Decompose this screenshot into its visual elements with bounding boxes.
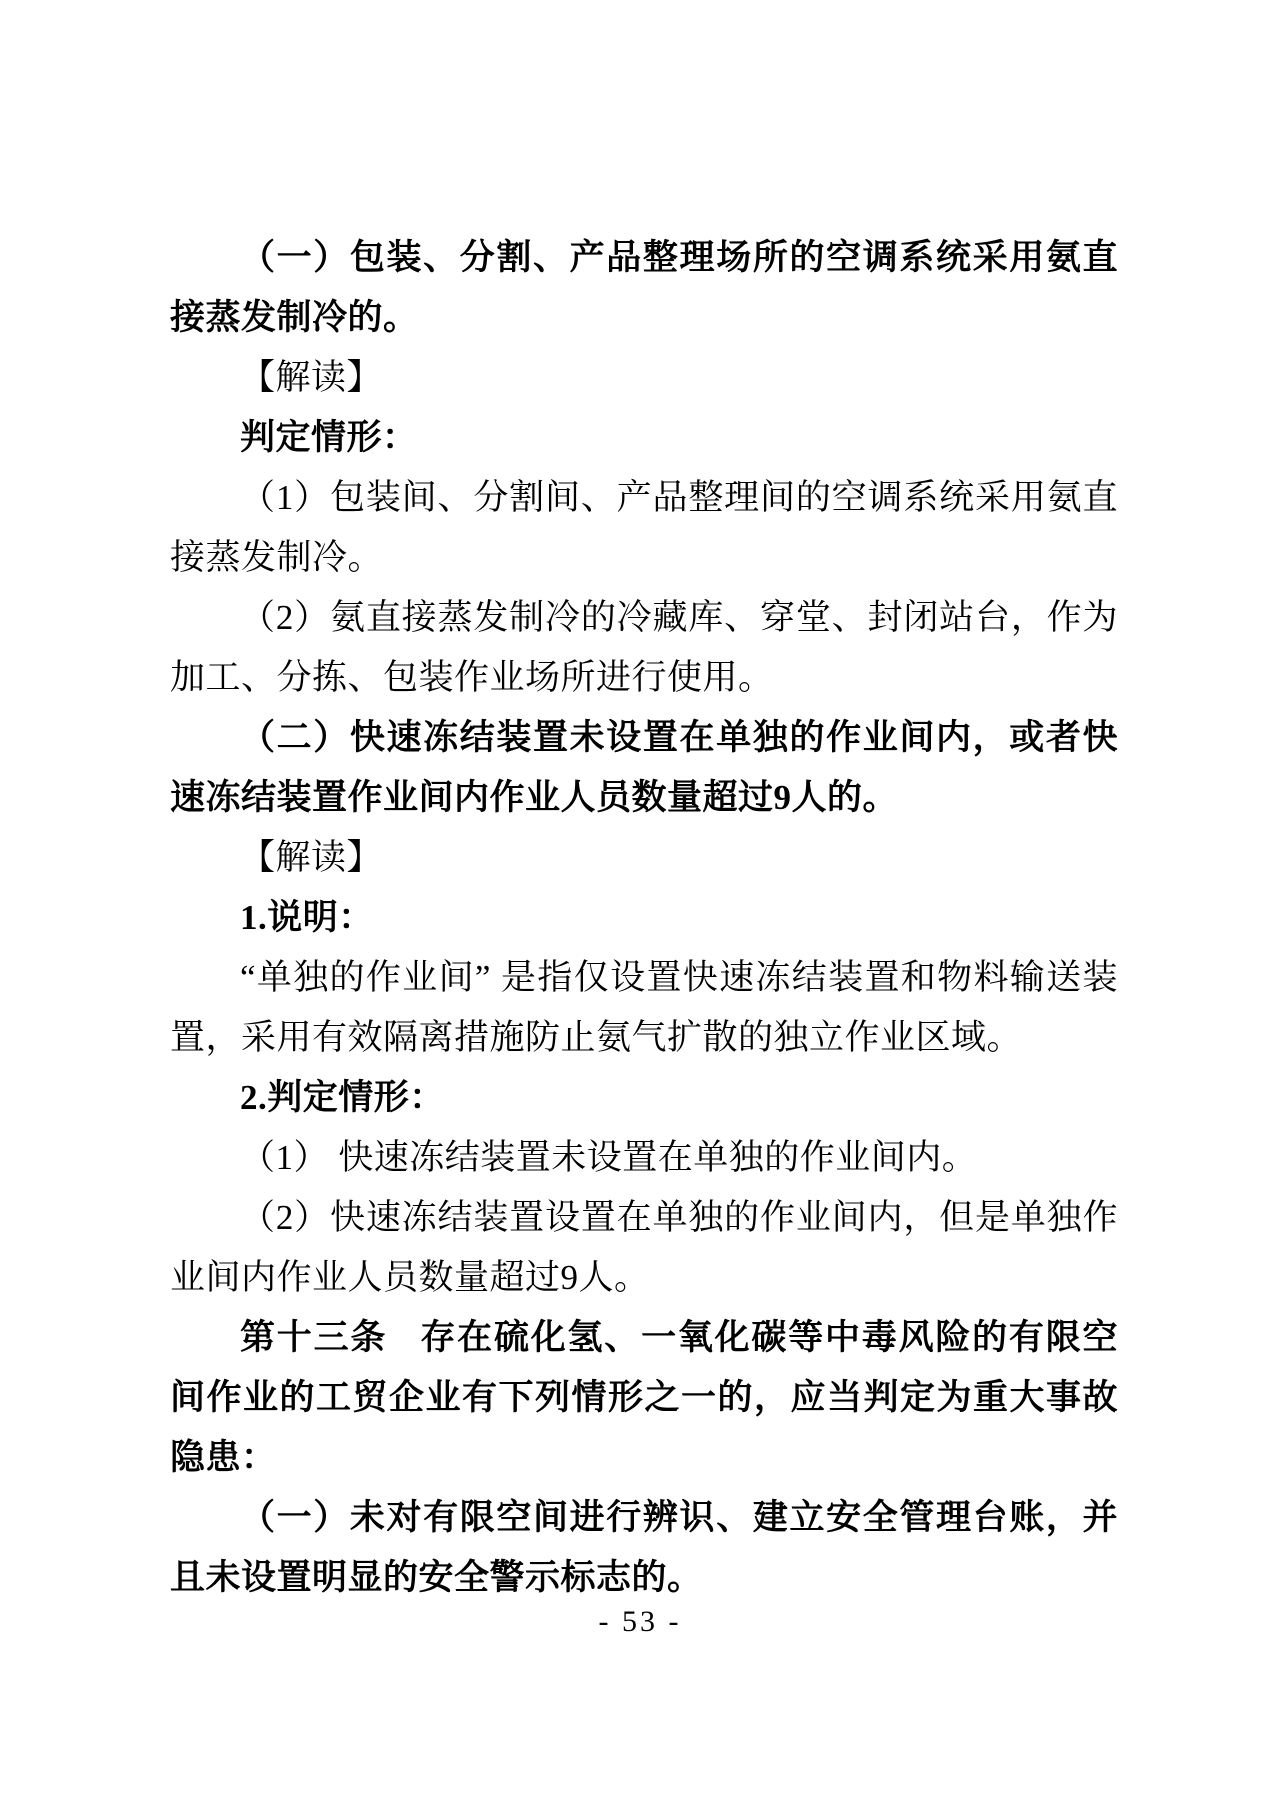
page-number: - 53 - [598,1605,682,1638]
clause-yi-paragraph: （一）包装、分割、产品整理场所的空调系统采用氨直接蒸发制冷的。 [170,238,1118,337]
article-13-paragraph [170,1308,1118,1488]
jiedu-label-2: 【解读】 [240,838,383,877]
shuoming-heading: 1.说明： [240,898,374,937]
panding-qingxing-2-heading: 2.判定情形： [240,1078,445,1117]
panding-qingxing-heading: 判定情形： [240,418,418,457]
item-2-paragraph-2: （2）快速冻结装置设置在单独的作业间内，但是单独作业间内作业人员数量超过9人。 [170,1198,1118,1297]
item-2-paragraph: （2）氨直接蒸发制冷的冷藏库、穿堂、封闭站台，作为加工、分拣、包装作业场所进行使用。 [170,598,1118,697]
item-1-paragraph-2: （1） 快速冻结装置未设置在单独的作业间内。 [240,1138,978,1177]
definition-paragraph: “单独的作业间” 是指仅设置快速冻结装置和物料输送装置，采用有效隔离措施防止氨气扩散的独立作业区域。 [170,958,1118,1057]
clause-er-paragraph: （二）快速冻结装置未设置在单独的作业间内，或者快速冻结装置作业间内作业人员数量超过9人的。 [170,718,1118,817]
jiedu-label: 【解读】 [240,358,383,397]
article-number-label: 第十三条 [240,1318,388,1357]
clause-yi-2-paragraph: （一）未对有限空间进行辨识、建立安全管理台账，并且未设置明显的安全警示标志的。 [170,1498,1118,1597]
item-1-paragraph: （1）包装间、分割间、产品整理间的空调系统采用氨直接蒸发制冷。 [170,478,1118,577]
article-13-text: 存在硫化氢、一氧化碳等中毒风险的有限空间作业的工贸企业有下列情形之一的，应当判定为重大事故隐患： [170,1318,1118,1477]
document-text-block [170,228,1118,1608]
